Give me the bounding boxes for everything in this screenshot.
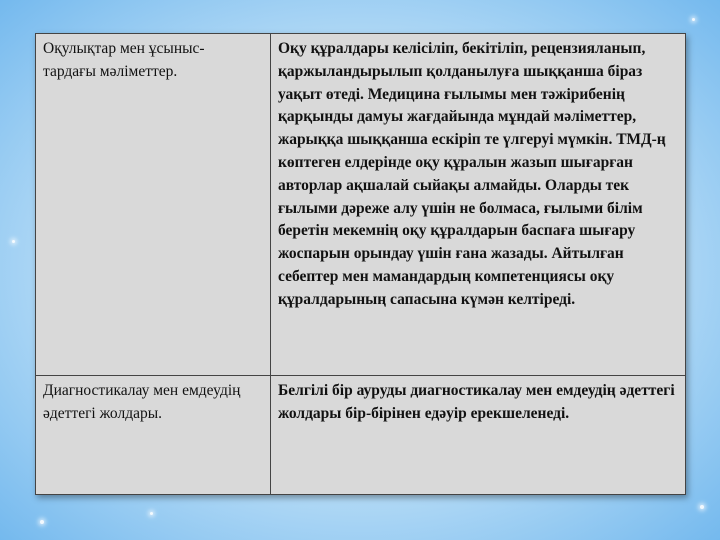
table-cell-label	[36, 34, 271, 376]
decorative-sparkle	[692, 18, 695, 21]
table-cell-content	[271, 34, 686, 376]
decorative-sparkle	[700, 505, 704, 509]
table-row	[36, 34, 686, 376]
table-cell-label	[36, 376, 271, 495]
row-content: Белгілі бір ауруды диагностикалау мен емдеудің әдеттегі жолдары бір-бірінен едәуір ерекшеленеді.	[278, 382, 675, 422]
decorative-sparkle	[12, 240, 15, 243]
row-content: Оқу құралдары келісіліп, бекітіліп, рецензияланып, қаржыландырылып қолданылуға шыққанша біраз уақыт өтеді. Медицина ғылымы мен тәжірибенің қарқынды дамуы жағдайында мұндай мәліметтер, жарыққа шыққанша ескіріп те үлгеруі мүмкін. ТМД-ң көптеген елдерінде оқу құралын жазып шығарған авторлар ақшалай сыйақы алмайды. Оларды тек ғылыми дәреже алу үшін не болмаса, ғылыми білім беретін мекемнің оқу құралдарын баспаға шығару жоспарын орындау үшін ғана жазады. Айтылған себептер мен мамандардың компетенциясы оқу құралдарының сапасына күмән келтіреді.	[278, 40, 666, 308]
decorative-sparkle	[150, 512, 153, 515]
row-label: Диагностикалау мен емдеудің әдеттегі жолдары.	[43, 382, 241, 422]
decorative-sparkle	[40, 520, 44, 524]
content-table	[35, 33, 686, 495]
table-row	[36, 376, 686, 495]
table-cell-content	[271, 376, 686, 495]
row-label: Оқулықтар мен ұсыныс- тардағы мәліметтер.	[43, 40, 205, 80]
